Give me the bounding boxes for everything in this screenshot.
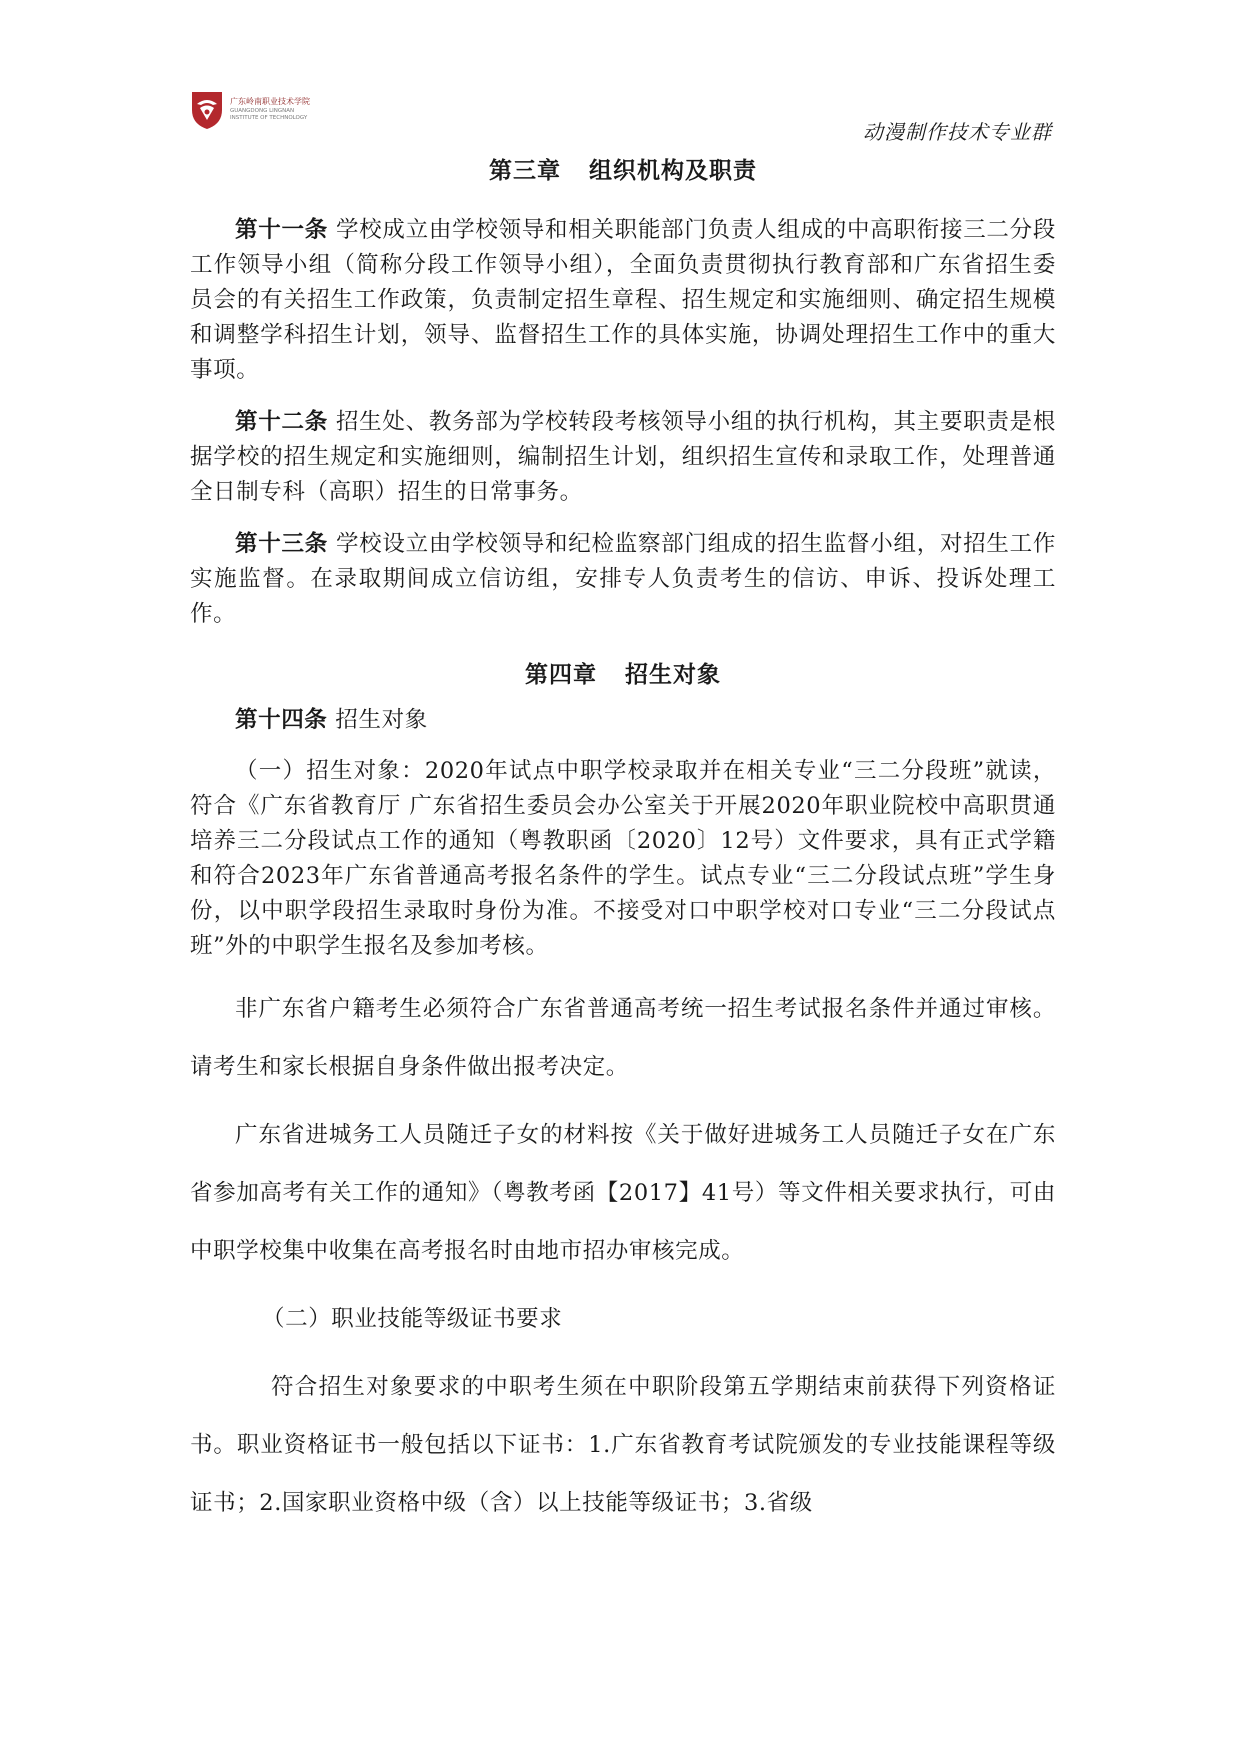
- document-body: [190, 152, 1056, 1532]
- chapter-4-heading: [190, 656, 1056, 689]
- article-14: [190, 703, 1056, 738]
- paragraph-non-local-students: 非广东省户籍考生必须符合广东省普通高考统一招生考试报名条件并通过审核。请考生和家长根据自身条件做出报考决定。: [190, 996, 1056, 1080]
- article-12: [190, 405, 1056, 510]
- chapter-4-title: 招生对象: [625, 661, 721, 688]
- logo-name-cn: 广东岭南职业技术学院: [230, 97, 310, 106]
- chapter-3-label: 第三章: [489, 157, 561, 184]
- chapter-3-title: 组织机构及职责: [589, 157, 757, 184]
- article-13-text: 学校设立由学校领导和纪检监察部门组成的招生监督小组，对招生工作实施监督。在录取期间成立信访组，安排专人负责考生的信访、申诉、投诉处理工作。: [190, 531, 1056, 627]
- article-13: [190, 527, 1056, 632]
- article-14-text: 招生对象: [335, 707, 428, 733]
- article-12-label: 第十二条: [235, 409, 328, 435]
- item-2-certificate-requirements: （二）职业技能等级证书要求: [262, 1306, 563, 1332]
- school-logo: [190, 88, 330, 134]
- article-14-label: 第十四条: [235, 707, 328, 733]
- logo-name-en-line1: GUANGDONG LINGNAN: [230, 108, 295, 114]
- logo-name-en: [230, 108, 307, 122]
- paragraph-migrant-children: 广东省进城务工人员随迁子女的材料按《关于做好进城务工人员随迁子女在广东省参加高考有关工作的通知》（粤教考函【2017】41号）等文件相关要求执行，可由中职学校集中收集在高考报名时由地市招办审核完成。: [190, 1122, 1056, 1264]
- chapter-4-label: 第四章: [525, 661, 597, 688]
- paragraph-certificates: 符合招生对象要求的中职考生须在中职阶段第五学期结束前获得下列资格证书。职业资格证书一般包括以下证书：1.广东省教育考试院颁发的专业技能课程等级证书；2.国家职业资格中级（含）以上技能等级证书；3.省级: [190, 1374, 1056, 1516]
- logo-name-en-line2: INSTITUTE OF TECHNOLOGY: [230, 115, 308, 121]
- chapter-3-heading: [190, 152, 1056, 185]
- school-emblem-icon: [190, 90, 224, 130]
- article-11-label: 第十一条: [235, 217, 328, 243]
- article-12-text: 招生处、教务部为学校转段考核领导小组的执行机构，其主要职责是根据学校的招生规定和实施细则，编制招生计划，组织招生宣传和录取工作，处理普通全日制专科（高职）招生的日常事务。: [190, 409, 1056, 505]
- article-13-label: 第十三条: [235, 531, 328, 557]
- item-1-recruitment-target: （一）招生对象：2020年试点中职学校录取并在相关专业“三二分段班”就读，符合《广东省教育厅 广东省招生委员会办公室关于开展2020年职业院校中高职贯通培养三二分段试点工作的通知（粤教职函〔2020〕12号）文件要求，具有正式学籍和符合2023年广东省普通高考报名条件的学生。试点专业“三二分段试点班”学生身份，以中职学段招生录取时身份为准。不接受对口中职学校对口专业“三二分段试点班”外的中职学生报名及参加考核。: [190, 758, 1056, 959]
- article-11-text: 学校成立由学校领导和相关职能部门负责人组成的中高职衔接三二分段工作领导小组（简称分段工作领导小组），全面负责贯彻执行教育部和广东省招生委员会的有关招生工作政策，负责制定招生章程、招生规定和实施细则、确定招生规模和调整学科招生计划，领导、监督招生工作的具体实施，协调处理招生工作中的重大事项。: [190, 217, 1056, 383]
- header-title: 动漫制作技术专业群: [863, 120, 1052, 144]
- article-11: [190, 213, 1056, 388]
